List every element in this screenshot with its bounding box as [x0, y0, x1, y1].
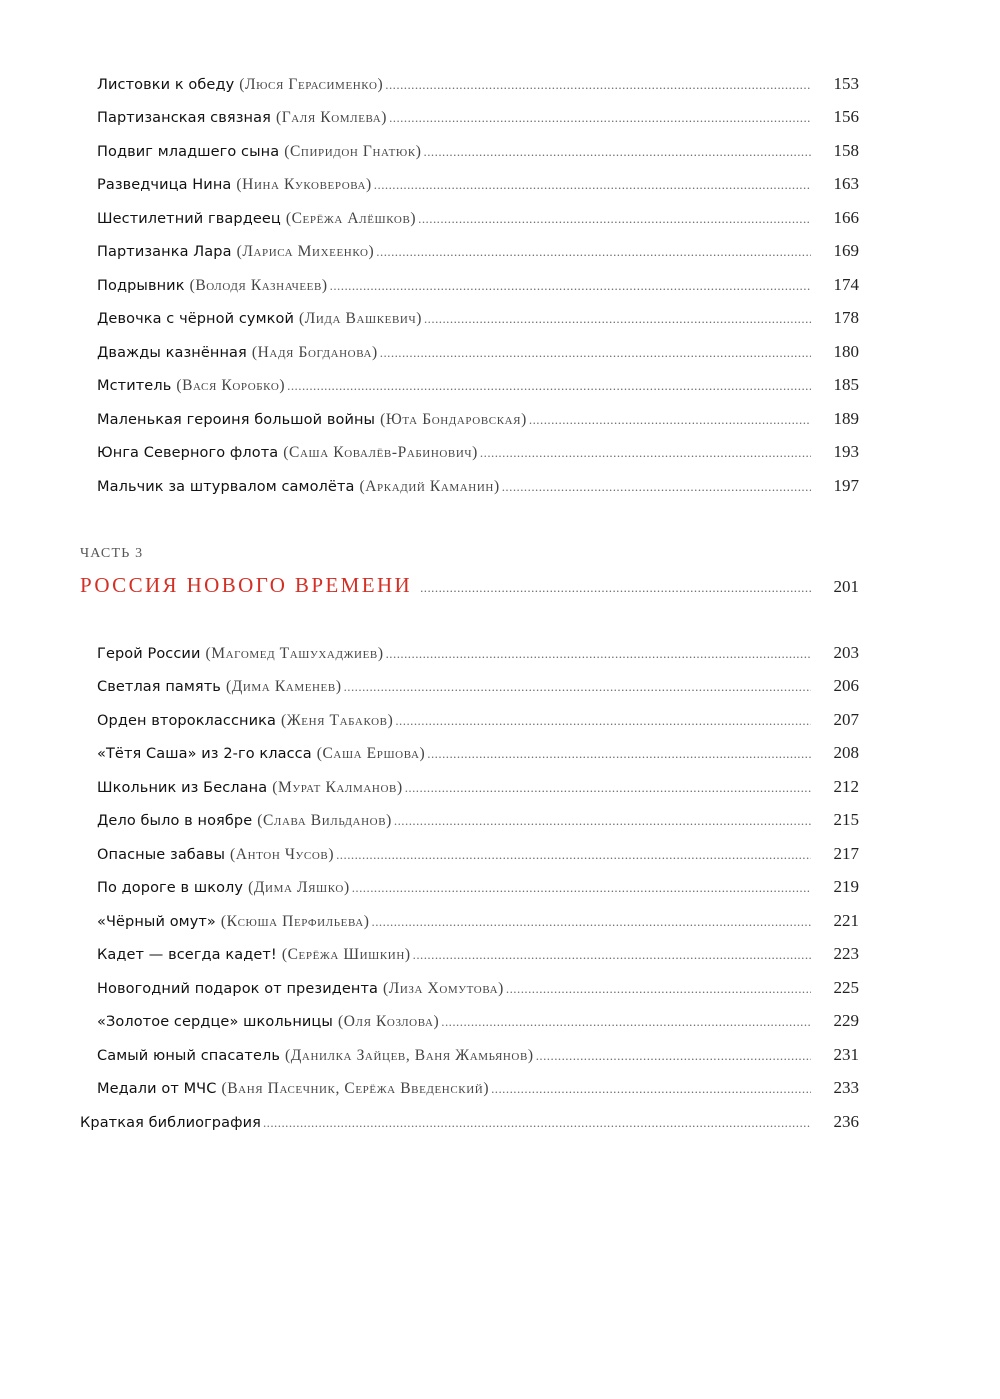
- entry-title: «Чёрный омут»: [97, 914, 216, 930]
- dot-leader: [420, 580, 811, 596]
- entry-page-number: 207: [833, 710, 859, 729]
- entry-page-number: 225: [833, 978, 859, 997]
- entry-page-number: 189: [833, 409, 859, 428]
- toc-entry[interactable]: [97, 676, 859, 706]
- entry-title: Медали от МЧС: [97, 1081, 217, 1097]
- entry-title: Шестилетний гвардеец: [97, 211, 281, 227]
- entry-author: (Серёжа Алёшков): [285, 210, 417, 227]
- entry-author: (Лариса Михеенко): [236, 243, 375, 260]
- part-label: ЧАСТЬ 3: [80, 546, 144, 561]
- entry-author: (Женя Табаков): [281, 712, 394, 729]
- entry-page-number: 166: [833, 208, 859, 227]
- entry-title: Подрывник: [97, 278, 185, 294]
- entry-title: Школьник из Беслана: [97, 780, 268, 796]
- dot-leader: [536, 1048, 811, 1064]
- toc-entry[interactable]: [97, 476, 859, 506]
- dot-leader: [394, 813, 811, 829]
- dot-leader: [352, 880, 811, 896]
- entry-page-number: 217: [833, 844, 859, 863]
- entry-title: «Тётя Саша» из 2-го класса: [97, 746, 312, 762]
- toc-entry[interactable]: [97, 275, 859, 305]
- toc-entry[interactable]: [97, 74, 859, 104]
- toc-entry[interactable]: [97, 375, 859, 405]
- entry-author: (Ксюша Перфильева): [220, 913, 370, 930]
- toc-entry[interactable]: [97, 442, 859, 472]
- dot-leader: [380, 345, 811, 361]
- entry-page-number: 169: [833, 241, 859, 260]
- toc-entry[interactable]: [97, 777, 859, 807]
- entry-title: Юнга Северного флота: [97, 445, 279, 461]
- toc-entry[interactable]: [97, 944, 859, 974]
- entry-title: Мальчик за штурвалом самолёта: [97, 479, 355, 495]
- dot-leader: [376, 244, 811, 260]
- dot-leader: [405, 780, 811, 796]
- entry-author: (Лиза Хомутова): [382, 980, 504, 997]
- dot-leader: [372, 914, 811, 930]
- toc-entry[interactable]: [97, 877, 859, 907]
- entry-page-number: 153: [833, 74, 859, 93]
- entry-author: (Нина Куковерова): [236, 176, 372, 193]
- toc-entry[interactable]: [97, 743, 859, 773]
- toc-entry[interactable]: [97, 141, 859, 171]
- entry-page-number: 208: [833, 743, 859, 762]
- entry-page-number: 236: [833, 1112, 859, 1131]
- toc-entry[interactable]: [97, 208, 859, 238]
- entry-title: Орден второклассника: [97, 713, 276, 729]
- dot-leader: [480, 445, 811, 461]
- toc-entry[interactable]: [97, 1045, 859, 1075]
- entry-page-number: 180: [833, 342, 859, 361]
- entry-title: Листовки к обеду: [97, 77, 235, 93]
- dot-leader: [529, 412, 811, 428]
- entry-title: Разведчица Нина: [97, 177, 232, 193]
- dot-leader: [330, 278, 811, 294]
- toc-entry[interactable]: [97, 1011, 859, 1041]
- entry-author: (Саша Ковалёв-Рабинович): [283, 444, 478, 461]
- entry-title: Опасные забавы: [97, 847, 226, 863]
- dot-leader: [287, 378, 811, 394]
- entry-page-number: 178: [833, 308, 859, 327]
- entry-author: (Лида Вашкевич): [299, 310, 422, 327]
- entry-page-number: 215: [833, 810, 859, 829]
- entry-title: Маленькая героиня большой войны: [97, 412, 376, 428]
- entry-title: Кадет — всегда кадет!: [97, 947, 277, 963]
- toc-entry[interactable]: [97, 810, 859, 840]
- part-title: РОССИЯ НОВОГО ВРЕМЕНИ: [80, 573, 413, 597]
- dot-leader: [413, 947, 811, 963]
- toc-entry[interactable]: [97, 308, 859, 338]
- entry-page-number: 203: [833, 643, 859, 662]
- entry-page-number: 223: [833, 944, 859, 963]
- entry-author: (Магомед Ташухаджиев): [205, 645, 384, 662]
- dot-leader: [344, 679, 811, 695]
- dot-leader: [389, 110, 811, 126]
- entry-author: (Дима Каменев): [225, 678, 342, 695]
- entry-title: Девочка с чёрной сумкой: [97, 311, 294, 327]
- entry-page-number: 219: [833, 877, 859, 896]
- entry-title: Дело было в ноябре: [97, 813, 253, 829]
- entry-author: (Слава Вильданов): [257, 812, 392, 829]
- dot-leader: [441, 1014, 811, 1030]
- entry-author: (Оля Козлова): [337, 1013, 440, 1030]
- entry-title: По дороге в школу: [97, 880, 244, 896]
- entry-author: (Дима Ляшко): [248, 879, 350, 896]
- entry-page-number: 229: [833, 1011, 859, 1030]
- part-page-number: 201: [833, 577, 859, 596]
- toc-entry[interactable]: [97, 409, 859, 439]
- entry-title: Светлая память: [97, 679, 221, 695]
- entry-author: (Юта Бондаровская): [380, 411, 527, 428]
- toc-entry[interactable]: [97, 174, 859, 204]
- entry-title: Дважды казнённая: [97, 345, 247, 361]
- entry-title: «Золотое сердце» школьницы: [97, 1014, 333, 1030]
- entry-page-number: 193: [833, 442, 859, 461]
- dot-leader: [386, 646, 811, 662]
- entry-author: (Ваня Пасечник, Серёжа Введенский): [221, 1080, 490, 1097]
- entry-title: Партизанская связная: [97, 110, 271, 126]
- entry-title: Герой России: [97, 646, 201, 662]
- dot-leader: [502, 479, 811, 495]
- dot-leader: [263, 1115, 811, 1131]
- entry-page-number: 174: [833, 275, 859, 294]
- dot-leader: [395, 713, 811, 729]
- dot-leader: [385, 77, 811, 93]
- entry-author: (Спиридон Гнатюк): [284, 143, 422, 160]
- entry-page-number: 185: [833, 375, 859, 394]
- entry-author: (Саша Ершова): [316, 745, 426, 762]
- entry-title: Краткая библиография: [80, 1115, 261, 1131]
- entry-author: (Антон Чусов): [230, 846, 335, 863]
- dot-leader: [418, 211, 811, 227]
- dot-leader: [424, 311, 811, 327]
- entry-author: (Галя Комлева): [275, 109, 388, 126]
- dot-leader: [336, 847, 811, 863]
- toc-entry[interactable]: [97, 342, 859, 372]
- entry-title: Самый юный спасатель: [97, 1048, 280, 1064]
- entry-author: (Мурат Калманов): [272, 779, 403, 796]
- entry-author: (Надя Богданова): [251, 344, 378, 361]
- entry-author: (Данилка Зайцев, Ваня Жамьянов): [284, 1047, 534, 1064]
- toc-entry[interactable]: [97, 1078, 859, 1108]
- entry-author: (Аркадий Каманин): [359, 478, 500, 495]
- toc-entry[interactable]: [97, 710, 859, 740]
- entry-page-number: 231: [833, 1045, 859, 1064]
- toc-entry[interactable]: [97, 978, 859, 1008]
- entry-author: (Люся Герасименко): [239, 76, 384, 93]
- entry-title: Подвиг младшего сына: [97, 144, 280, 160]
- entry-page-number: 233: [833, 1078, 859, 1097]
- toc-entry-bibliography[interactable]: [80, 1112, 859, 1142]
- entry-page-number: 212: [833, 777, 859, 796]
- dot-leader: [491, 1081, 811, 1097]
- dot-leader: [506, 981, 811, 997]
- entry-author: (Володя Казначеев): [189, 277, 328, 294]
- toc-entry[interactable]: [97, 911, 859, 941]
- entry-page-number: 197: [833, 476, 859, 495]
- toc-entry[interactable]: [97, 107, 859, 137]
- entry-author: (Вася Коробко): [176, 377, 286, 394]
- entry-author: (Серёжа Шишкин): [281, 946, 411, 963]
- toc-entry[interactable]: [97, 643, 859, 673]
- entry-page-number: 158: [833, 141, 859, 160]
- toc-entry[interactable]: [97, 844, 859, 874]
- toc-entry[interactable]: [97, 241, 859, 271]
- entry-title: Партизанка Лара: [97, 244, 232, 260]
- entry-page-number: 163: [833, 174, 859, 193]
- entry-page-number: 156: [833, 107, 859, 126]
- part-heading[interactable]: [80, 573, 859, 605]
- dot-leader: [427, 746, 811, 762]
- entry-page-number: 206: [833, 676, 859, 695]
- entry-title: Новогодний подарок от президента: [97, 981, 378, 997]
- dot-leader: [424, 144, 811, 160]
- entry-title: Мститель: [97, 378, 172, 394]
- entry-page-number: 221: [833, 911, 859, 930]
- dot-leader: [374, 177, 811, 193]
